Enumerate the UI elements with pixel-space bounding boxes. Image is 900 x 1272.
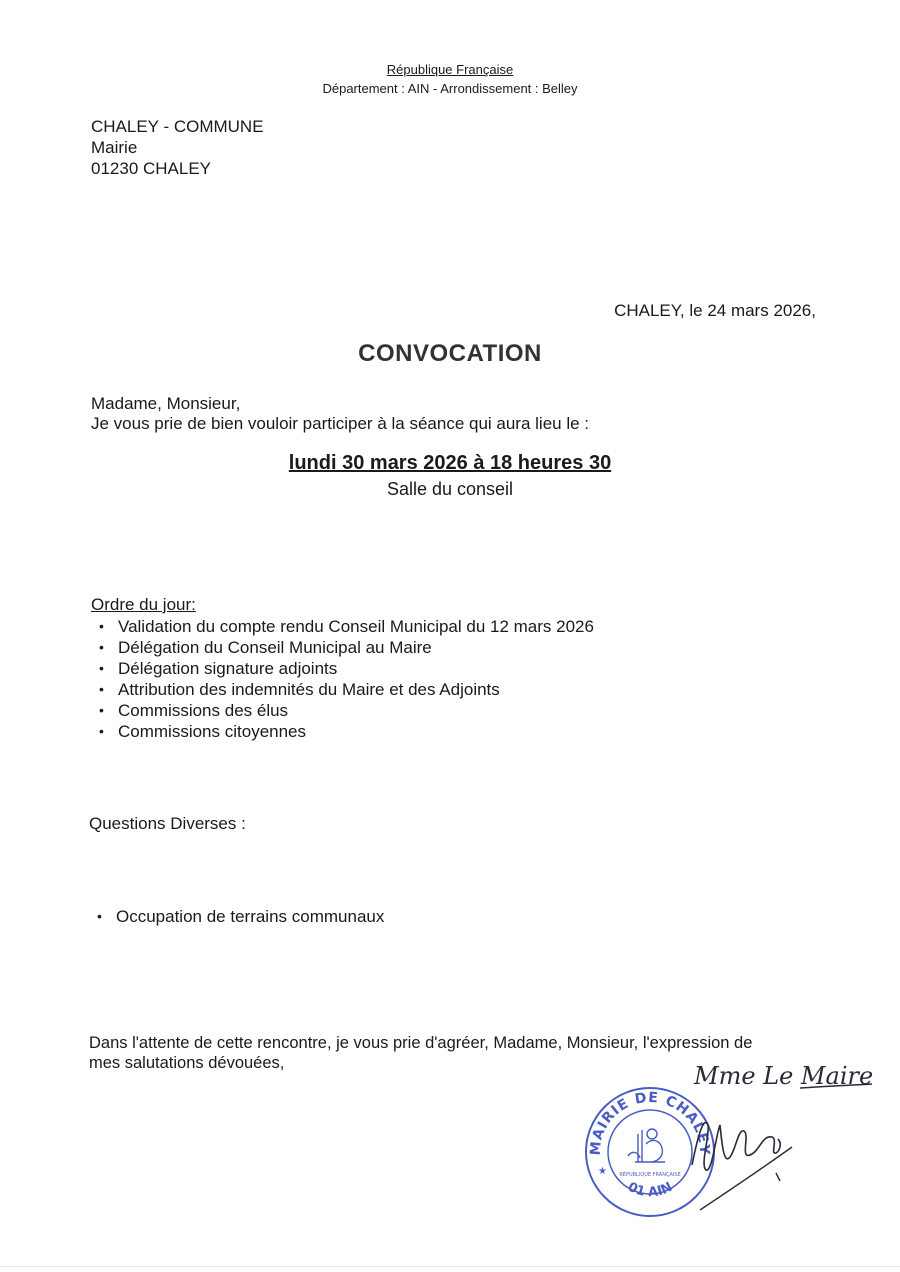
greeting: Madame, Monsieur, [91, 394, 241, 413]
svg-text:01 AIN [625, 1180, 675, 1201]
stamp-bottom-text: 01 AIN [625, 1179, 675, 1201]
document-title: CONVOCATION [358, 340, 542, 367]
agenda-item: • Délégation du Conseil Municipal au Maire [91, 637, 594, 658]
sender-office: Mairie [91, 138, 138, 157]
star-icon: ★ [598, 1166, 607, 1177]
page-bottom-edge [0, 1266, 900, 1267]
republic-heading: République Française [386, 62, 514, 77]
date-line: CHALEY, le 24 mars 2026, [614, 301, 816, 320]
department-line: Département : AIN - Arrondissement : Belley [322, 81, 578, 96]
stamp-top-text: MAIRIE DE CHALEY [587, 1089, 713, 1156]
meeting-info [0, 452, 900, 500]
meeting-room: Salle du conseil [386, 479, 514, 499]
agenda-list [91, 616, 594, 742]
meeting-datetime: lundi 30 mars 2026 à 18 heures 30 [288, 452, 612, 474]
agenda-item: • Commissions citoyennes [91, 721, 594, 742]
closing-line-2: mes salutations dévouées, [89, 1054, 285, 1072]
agenda-item: • Attribution des indemnités du Maire et des Adjoints [91, 679, 594, 700]
questions-heading: Questions Diverses : [89, 814, 246, 833]
questions-list [89, 906, 384, 927]
handwritten-title: Mme Le Maire [694, 1062, 874, 1090]
intro-text: Je vous prie de bien vouloir participer à la séance qui aura lieu le : [91, 414, 590, 433]
agenda-item: • Délégation signature adjoints [91, 658, 594, 679]
mayor-signature [680, 1095, 800, 1215]
agenda-item: • Commissions des élus [91, 700, 594, 721]
closing-line-1: Dans l'attente de cette rencontre, je vous prie d'agréer, Madame, Monsieur, l'expression de [89, 1034, 753, 1052]
agenda-item: • Validation du compte rendu Conseil Municipal du 12 mars 2026 [91, 616, 594, 637]
sender-block [91, 116, 264, 179]
agenda-heading: Ordre du jour: [91, 595, 196, 614]
sender-address: 01230 CHALEY [91, 159, 212, 178]
sender-name: CHALEY - COMMUNE [91, 117, 264, 136]
marianne-emblem [628, 1129, 665, 1162]
stamp-inner-text: RÉPUBLIQUE FRANÇAISE [619, 1172, 681, 1178]
question-item: • Occupation de terrains communaux [89, 906, 384, 927]
